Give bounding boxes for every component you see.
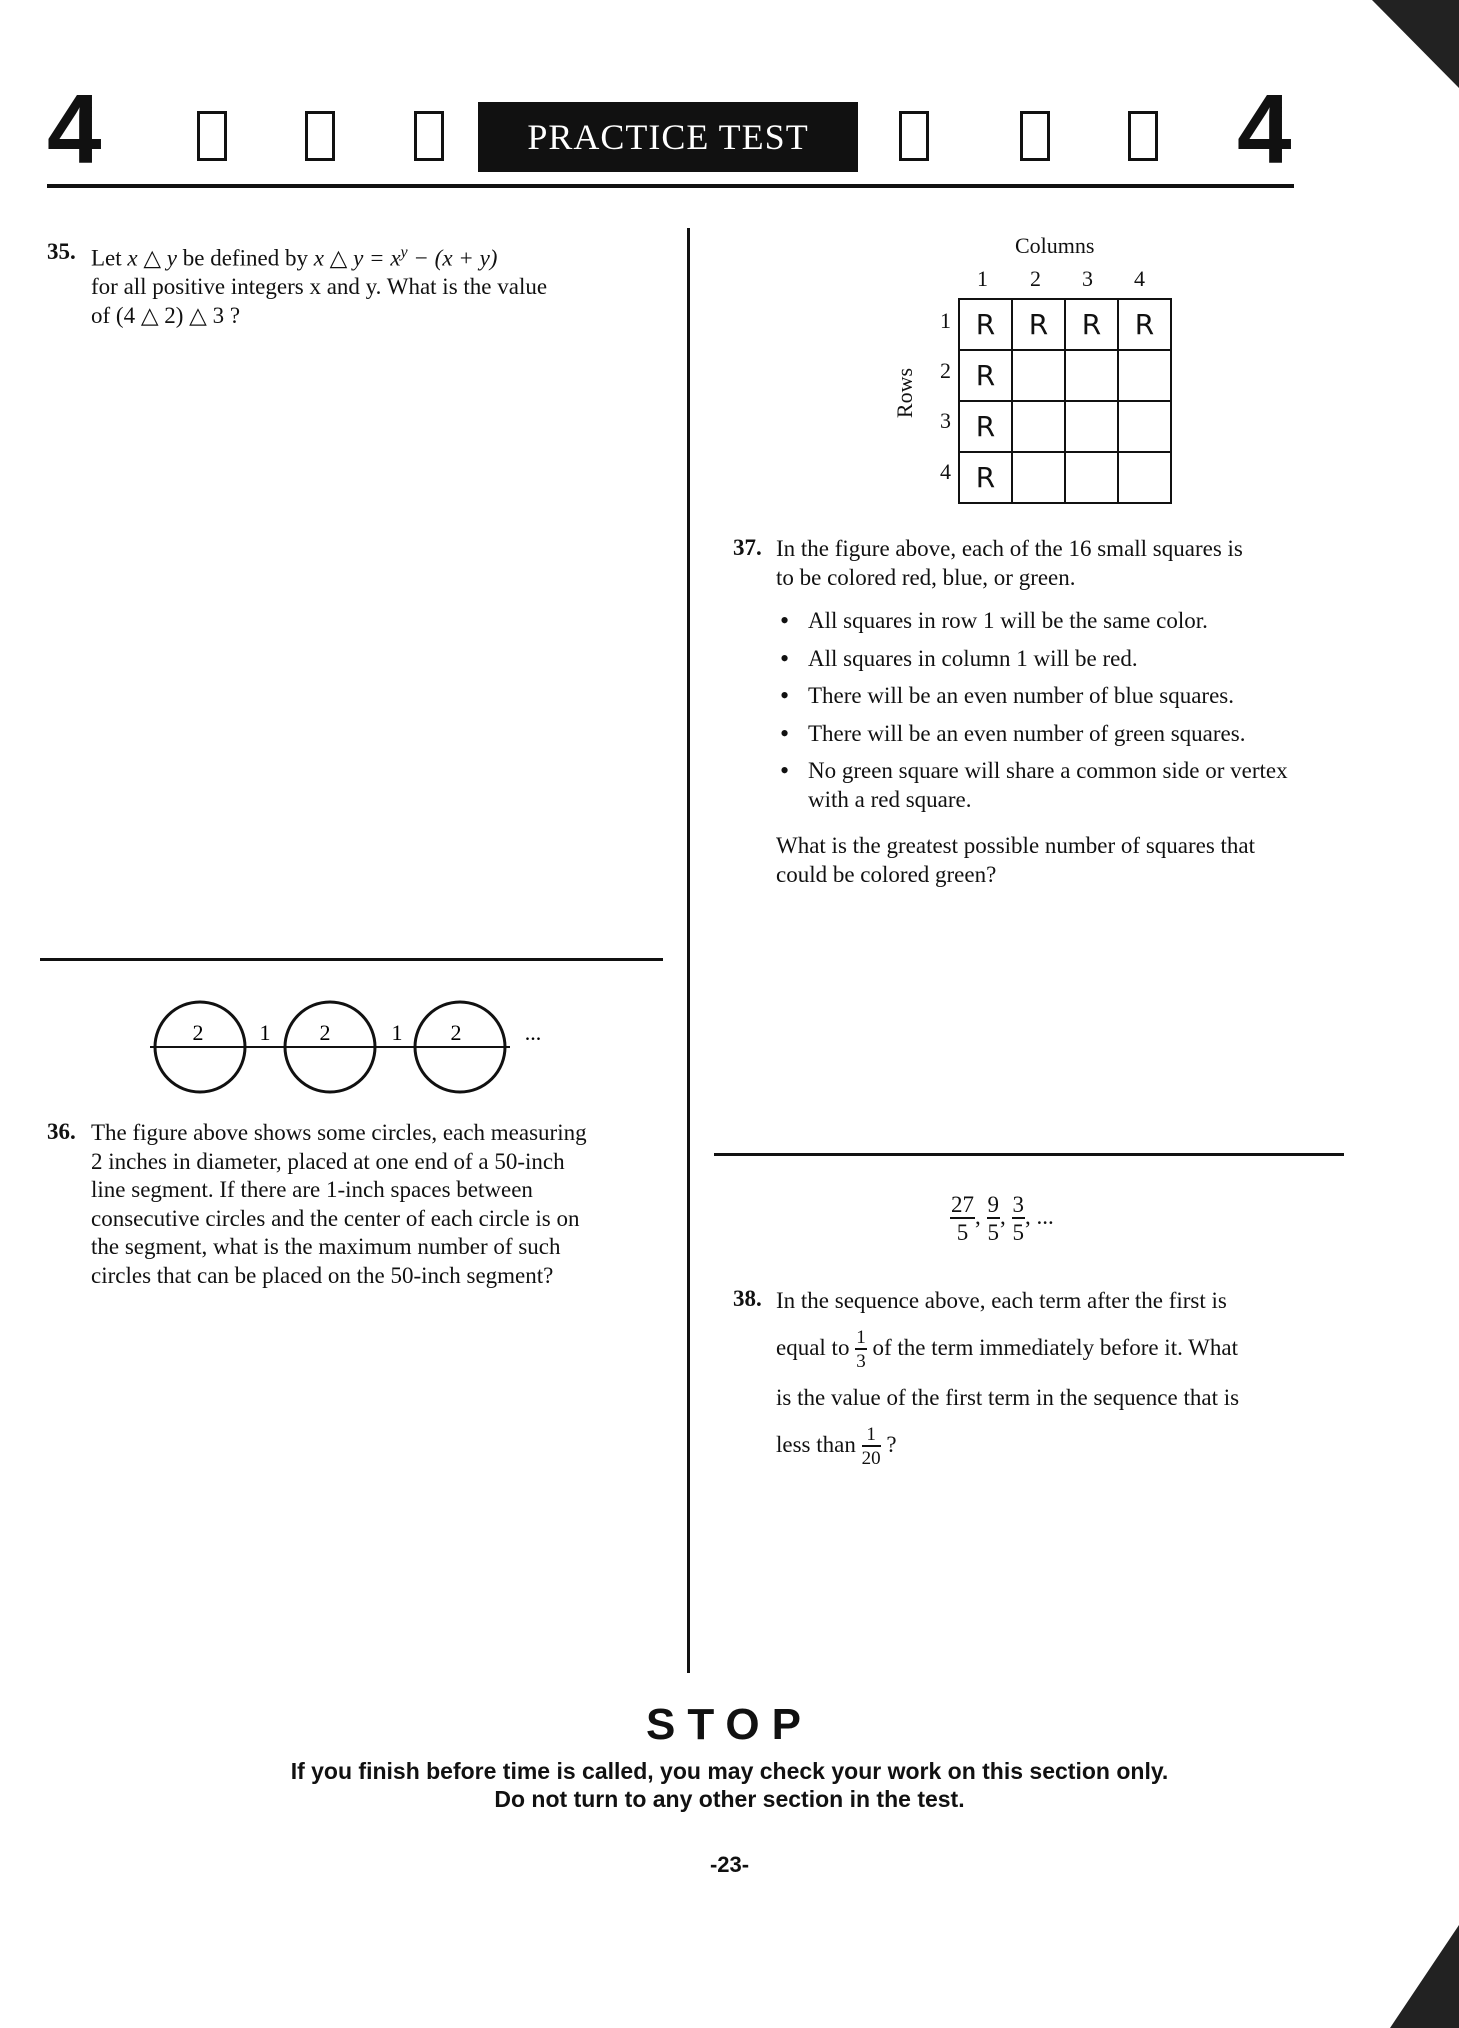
question-36-line: circles that can be placed on the 50-inch segment? bbox=[91, 1262, 554, 1288]
condition-item: • There will be an even number of green squares. bbox=[776, 720, 1316, 749]
grid-cell: R bbox=[959, 401, 1012, 452]
question-35-line-2: for all positive integers x and y. What is the value bbox=[91, 274, 548, 300]
header-box bbox=[197, 111, 227, 161]
grid-cell bbox=[1065, 452, 1118, 503]
sequence-term: $\frac{9}{5}$ bbox=[987, 1192, 999, 1245]
fraction-one-third: $\frac{1}{3}$ bbox=[856, 1327, 866, 1372]
question-37-intro: In the figure above, each of the 16 small squares is to be colored red, blue, or green. bbox=[776, 536, 1243, 590]
grid-cell bbox=[1118, 452, 1171, 503]
grid-cell: R bbox=[959, 299, 1012, 350]
grid-cell bbox=[1012, 401, 1065, 452]
question-35-line-1: Let x △ y be defined by x △ $y = x^y - (x + y)$ bbox=[91, 244, 498, 271]
question-number: 37. bbox=[733, 535, 762, 560]
row-header: 1 bbox=[940, 308, 951, 333]
question-36-line: line segment. If there are 1-inch spaces between bbox=[91, 1177, 533, 1202]
grid-cell bbox=[1065, 350, 1118, 401]
section-number-left: 4 bbox=[47, 74, 102, 184]
row-header: 4 bbox=[940, 459, 951, 484]
grid-cell bbox=[1012, 350, 1065, 401]
row-header: 3 bbox=[940, 408, 951, 433]
figure-label: 2 bbox=[192, 1020, 204, 1045]
page-number: -23- bbox=[709, 1852, 750, 1877]
grid-cell: R bbox=[959, 350, 1012, 401]
grid-cell: R bbox=[1065, 299, 1118, 350]
condition-item: • No green square will share a common side or vertex with a red square. bbox=[776, 757, 1288, 814]
fraction-one-twentieth: $\frac{1}{20}$ bbox=[861, 1424, 881, 1469]
corner-mark-top-right bbox=[1372, 0, 1459, 88]
grid-cell bbox=[1012, 452, 1065, 503]
figure-label: 2 bbox=[450, 1020, 462, 1045]
question-number: 36. bbox=[47, 1119, 76, 1144]
grid-cell bbox=[1118, 401, 1171, 452]
column-header: 4 bbox=[1134, 266, 1145, 291]
header-box bbox=[899, 111, 929, 161]
figure-label: 1 bbox=[391, 1020, 403, 1045]
figure-ellipsis: ... bbox=[524, 1020, 542, 1045]
grid-cell: R bbox=[959, 452, 1012, 503]
sequence-term: $\frac{27}{5}$ bbox=[951, 1192, 974, 1245]
condition-item: • There will be an even number of blue squares. bbox=[776, 682, 1316, 711]
question-38-text: In the sequence above, each term after the first is equal to $\frac{1}{3}$ of the term immediately before it. What is the value of the first term in the sequence that is less than $\frac{1}{20}$ ? bbox=[776, 1288, 1240, 1469]
rows-label: Rows bbox=[892, 367, 918, 419]
condition-item: • All squares in row 1 will be the same color. bbox=[776, 607, 1316, 636]
question-35-text bbox=[91, 239, 651, 330]
stop-instruction-1: If you finish before time is called, you may check your work on this section only. bbox=[290, 1758, 1169, 1784]
figure-label: 2 bbox=[319, 1020, 331, 1045]
grid-cell: R bbox=[1118, 299, 1171, 350]
section-separator-right bbox=[714, 1153, 1344, 1156]
header-box bbox=[1128, 111, 1158, 161]
columns-label: Columns bbox=[1015, 233, 1095, 258]
grid-cell: R bbox=[1012, 299, 1065, 350]
color-grid bbox=[958, 298, 1172, 504]
column-header: 1 bbox=[977, 266, 988, 291]
section-separator-left bbox=[40, 958, 663, 961]
column-header: 2 bbox=[1030, 266, 1041, 291]
grid-cell bbox=[1118, 350, 1171, 401]
question-35-line-3: of (4 △ 2) △ 3 ? bbox=[91, 302, 241, 328]
stop-instruction-2: Do not turn to any other section in the test. bbox=[494, 1786, 965, 1812]
row-header: 2 bbox=[940, 358, 951, 383]
question-36-text bbox=[91, 1119, 671, 1290]
section-number-right: 4 bbox=[1237, 74, 1292, 184]
sequence-display: $\frac{27}{5}$ , $\frac{9}{5}$ , $\frac{3}{5}$ , ... bbox=[951, 1192, 1054, 1245]
header-box bbox=[1020, 111, 1050, 161]
question-37-conditions bbox=[776, 607, 1316, 823]
condition-item: • All squares in column 1 will be red. bbox=[776, 645, 1316, 674]
column-header: 3 bbox=[1082, 266, 1093, 291]
question-36-line: 2 inches in diameter, placed at one end of a 50-inch bbox=[91, 1148, 565, 1174]
stop-heading: STOP bbox=[645, 1700, 813, 1749]
practice-test-banner: PRACTICE TEST bbox=[478, 102, 858, 172]
question-36-line: the segment, what is the maximum number of such bbox=[91, 1234, 561, 1259]
question-number: 35. bbox=[47, 239, 76, 264]
figure-label: 1 bbox=[259, 1020, 271, 1045]
question-36-line: consecutive circles and the center of each circle is on bbox=[91, 1205, 580, 1231]
column-divider bbox=[687, 228, 690, 1673]
header-rule bbox=[47, 184, 1294, 188]
sequence-term: $\frac{3}{5}$ bbox=[1012, 1192, 1024, 1245]
circles-figure bbox=[140, 990, 560, 1110]
question-number: 38. bbox=[733, 1286, 762, 1311]
question-37-question: What is the greatest possible number of squares that could be colored green? bbox=[776, 833, 1256, 887]
corner-mark-bottom-right bbox=[1390, 1925, 1459, 2028]
header-box bbox=[414, 111, 444, 161]
grid-cell bbox=[1065, 401, 1118, 452]
header-box bbox=[305, 111, 335, 161]
question-36-line: The figure above shows some circles, each measuring bbox=[91, 1120, 587, 1145]
